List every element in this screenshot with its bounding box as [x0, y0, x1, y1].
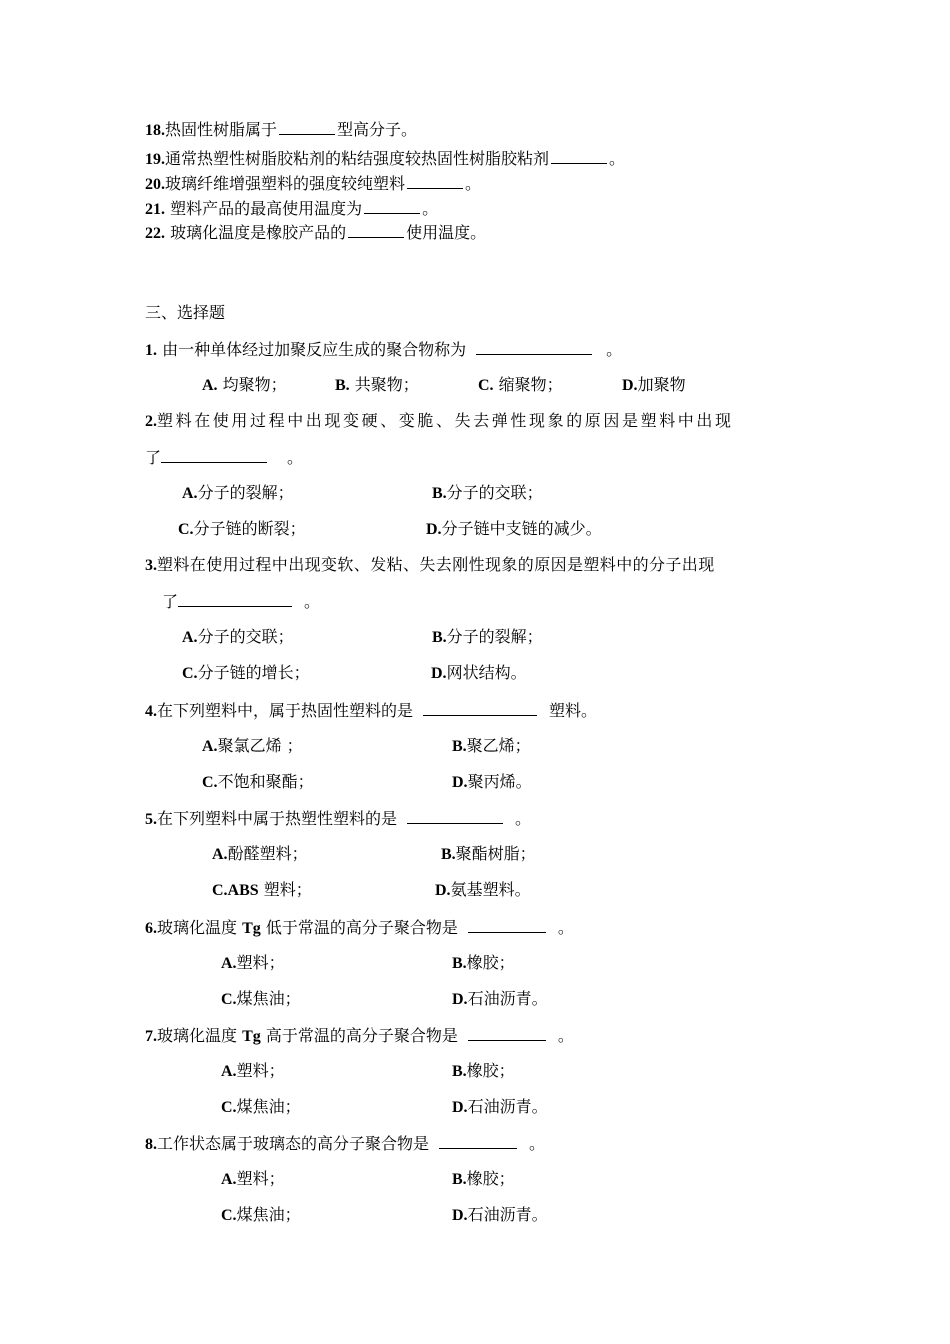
question-number: 22.: [145, 225, 165, 242]
option-text: 塑料；: [236, 953, 285, 972]
option-letter: A.: [212, 846, 228, 863]
question-number: 21.: [145, 201, 165, 218]
option-text: 橡胶；: [466, 1169, 515, 1188]
option-text: 塑料；: [236, 1061, 285, 1080]
option-text: 塑料；: [258, 880, 312, 899]
choice-question-3: [145, 554, 715, 577]
answer-blank[interactable]: [279, 118, 335, 135]
option-c[interactable]: [182, 662, 310, 685]
option-text: 氨基塑料。: [450, 880, 531, 899]
option-text: 均聚物；: [217, 375, 287, 394]
question-text-end: 。: [606, 340, 623, 359]
choice-question-1: [145, 338, 622, 362]
option-text: 分子链中支链的减少。: [441, 519, 602, 538]
option-letter: A.: [221, 1063, 237, 1080]
question-text: 玻璃化温度是橡胶产品的: [165, 223, 347, 242]
option-text: 聚酯树脂；: [455, 844, 536, 863]
option-a[interactable]: [221, 952, 285, 975]
fill-question-19: [145, 147, 625, 171]
option-letter: C.: [221, 1207, 237, 1224]
option-text: 分子链的断裂；: [193, 519, 306, 538]
option-text: 聚乙烯；: [466, 736, 531, 755]
choice-question-7: [145, 1024, 574, 1048]
option-d[interactable]: [622, 374, 686, 397]
question-text: 由一种单体经过加聚反应生成的聚合物称为: [157, 340, 467, 359]
option-d[interactable]: [435, 879, 531, 902]
choice-question-2: [145, 410, 734, 433]
question-text: 在下列塑料中属于热塑性塑料的是: [157, 809, 398, 828]
option-b[interactable]: [452, 1168, 515, 1191]
question-text: 玻璃化温度: [157, 1026, 243, 1045]
choice-question-3-cont: [162, 590, 320, 613]
option-text: 分子的交联；: [197, 627, 294, 646]
option-letter: D.: [431, 665, 447, 682]
option-text: 塑料；: [236, 1169, 285, 1188]
answer-blank[interactable]: [407, 807, 503, 824]
option-letter: D.: [622, 377, 638, 394]
answer-blank[interactable]: [468, 916, 546, 933]
option-b[interactable]: [452, 735, 531, 758]
option-letter: B.: [335, 377, 350, 394]
option-letter: D.: [426, 521, 442, 538]
question-text: 了: [145, 448, 162, 467]
option-letter: D.: [452, 1099, 468, 1116]
question-text: 了: [162, 592, 179, 611]
choice-question-4: [145, 699, 597, 723]
option-letter: A.: [202, 377, 218, 394]
question-text: 通常热塑性树脂胶粘剂的粘结强度较热固性树脂胶粘剂: [165, 149, 550, 168]
option-a[interactable]: [202, 374, 287, 397]
option-text: 橡胶；: [466, 953, 515, 972]
option-text: 煤焦油；: [236, 1097, 301, 1116]
option-d[interactable]: [431, 662, 527, 685]
option-text: 聚氯乙烯 ；: [217, 736, 303, 755]
question-number: 18.: [145, 122, 165, 139]
option-c[interactable]: [221, 1096, 301, 1119]
option-a[interactable]: [221, 1168, 285, 1191]
option-letter: C.: [182, 665, 198, 682]
answer-blank[interactable]: [551, 147, 607, 164]
question-text-end: 型高分子。: [337, 120, 418, 139]
option-d[interactable]: [452, 771, 532, 794]
option-c[interactable]: [212, 879, 312, 902]
option-letter: B.: [452, 955, 467, 972]
option-letter: A.: [221, 1171, 237, 1188]
option-letter: A.: [221, 955, 237, 972]
option-letter: A.: [202, 738, 218, 755]
question-text-end: 。: [287, 448, 304, 467]
option-c[interactable]: [221, 1204, 301, 1227]
option-text: 加聚物: [637, 375, 686, 394]
option-b[interactable]: [452, 952, 515, 975]
question-number: 2.: [145, 413, 157, 430]
question-text-end: 。: [465, 174, 482, 193]
option-b[interactable]: [441, 843, 536, 866]
question-number: 20.: [145, 176, 165, 193]
option-letter: C.: [478, 377, 494, 394]
option-text: 酚醛塑料；: [227, 844, 308, 863]
question-text-end: 使用温度。: [406, 223, 487, 242]
option-text: 煤焦油；: [236, 1205, 301, 1224]
answer-blank[interactable]: [423, 699, 537, 716]
option-letter: C.: [202, 774, 218, 791]
question-text-end: 。: [304, 592, 321, 611]
choice-question-2-cont: [145, 446, 303, 469]
question-number: 4.: [145, 703, 157, 720]
answer-blank[interactable]: [364, 197, 420, 214]
question-number: 19.: [145, 151, 165, 168]
option-letter: C.: [221, 1099, 237, 1116]
question-text: 玻璃纤维增强塑料的强度较纯塑料: [165, 174, 406, 193]
option-d[interactable]: [426, 518, 602, 541]
option-a[interactable]: [202, 735, 303, 758]
question-number: 3.: [145, 557, 157, 574]
fill-question-21: [145, 197, 438, 221]
option-text: 共聚物；: [349, 375, 419, 394]
question-text: 高于常温的高分子聚合物是: [260, 1026, 458, 1045]
question-text: 在下列塑料中，属于热固性塑料的是: [157, 701, 414, 720]
question-text-end: 。: [609, 149, 626, 168]
answer-blank[interactable]: [407, 172, 463, 189]
answer-blank[interactable]: [468, 1024, 546, 1041]
option-text: 分子链的增长；: [197, 663, 310, 682]
answer-blank[interactable]: [439, 1132, 517, 1149]
option-text: 橡胶；: [466, 1061, 515, 1080]
option-a[interactable]: [212, 843, 308, 866]
option-letter: A.: [182, 485, 198, 502]
option-text: 石油沥青。: [467, 1205, 548, 1224]
option-b[interactable]: [335, 374, 419, 397]
section-title: 三、选择题: [145, 303, 226, 322]
answer-blank[interactable]: [348, 221, 404, 238]
question-number: 7.: [145, 1028, 157, 1045]
option-letter: B.: [432, 629, 447, 646]
option-letter: B.: [452, 738, 467, 755]
choice-question-8: [145, 1132, 545, 1156]
option-letter: B.: [452, 1171, 467, 1188]
option-text: 煤焦油；: [236, 989, 301, 1008]
question-text: 工作状态属于玻璃态的高分子聚合物是: [157, 1134, 430, 1153]
question-number: 8.: [145, 1136, 157, 1153]
question-number: 1.: [145, 342, 157, 359]
option-letter: A.: [182, 629, 198, 646]
answer-blank[interactable]: [178, 590, 292, 607]
option-a[interactable]: [182, 626, 294, 649]
question-text: 塑料在使用过程中出现变硬、变脆、失去弹性现象的原因是塑料中出现: [157, 411, 734, 430]
option-text: 网状结构。: [446, 663, 527, 682]
option-text: 缩聚物；: [493, 375, 563, 394]
option-letter: D.: [435, 882, 451, 899]
option-a[interactable]: [221, 1060, 285, 1083]
option-c[interactable]: [202, 771, 314, 794]
option-c[interactable]: [478, 374, 563, 397]
fill-question-18: [145, 118, 417, 142]
question-number: 5.: [145, 811, 157, 828]
option-b[interactable]: [452, 1060, 515, 1083]
option-text: 不饱和聚酯；: [217, 772, 314, 791]
option-letter: B.: [432, 485, 447, 502]
question-text-end: 。: [515, 809, 532, 828]
question-text-end: 。: [557, 918, 574, 937]
option-letter: C.ABS: [212, 882, 259, 899]
option-text: 聚丙烯。: [467, 772, 532, 791]
fill-question-22: [145, 221, 486, 245]
question-text-end: 。: [529, 1134, 546, 1153]
option-d[interactable]: [452, 988, 548, 1011]
answer-blank[interactable]: [161, 446, 267, 463]
option-d[interactable]: [452, 1204, 548, 1227]
answer-blank[interactable]: [476, 338, 592, 355]
option-text: 分子的交联；: [446, 483, 543, 502]
option-c[interactable]: [178, 518, 306, 541]
option-letter: D.: [452, 991, 468, 1008]
option-letter: D.: [452, 774, 468, 791]
option-text: 石油沥青。: [467, 1097, 548, 1116]
option-letter: B.: [441, 846, 456, 863]
question-text: 塑料在使用过程中出现变软、发粘、失去刚性现象的原因是塑料中的分子出现: [157, 555, 715, 574]
question-text-end: 塑料。: [549, 701, 598, 720]
tg-symbol: Tg: [242, 1028, 261, 1045]
option-a[interactable]: [182, 482, 294, 505]
choice-question-5: [145, 807, 531, 831]
tg-symbol: Tg: [242, 920, 261, 937]
option-b[interactable]: [432, 482, 543, 505]
option-text: 分子的裂解；: [197, 483, 294, 502]
question-text-end: 。: [557, 1026, 574, 1045]
question-text-end: 。: [422, 199, 439, 218]
option-letter: B.: [452, 1063, 467, 1080]
option-letter: D.: [452, 1207, 468, 1224]
choice-question-6: [145, 916, 574, 940]
fill-question-20: [145, 172, 481, 196]
question-text: 低于常温的高分子聚合物是: [260, 918, 458, 937]
option-letter: C.: [178, 521, 194, 538]
option-letter: C.: [221, 991, 237, 1008]
question-text: 玻璃化温度: [157, 918, 243, 937]
option-text: 分子的裂解；: [446, 627, 543, 646]
question-text: 热固性树脂属于: [165, 120, 278, 139]
option-b[interactable]: [432, 626, 543, 649]
option-d[interactable]: [452, 1096, 548, 1119]
option-c[interactable]: [221, 988, 301, 1011]
question-text: 塑料产品的最高使用温度为: [165, 199, 363, 218]
option-text: 石油沥青。: [467, 989, 548, 1008]
question-number: 6.: [145, 920, 157, 937]
